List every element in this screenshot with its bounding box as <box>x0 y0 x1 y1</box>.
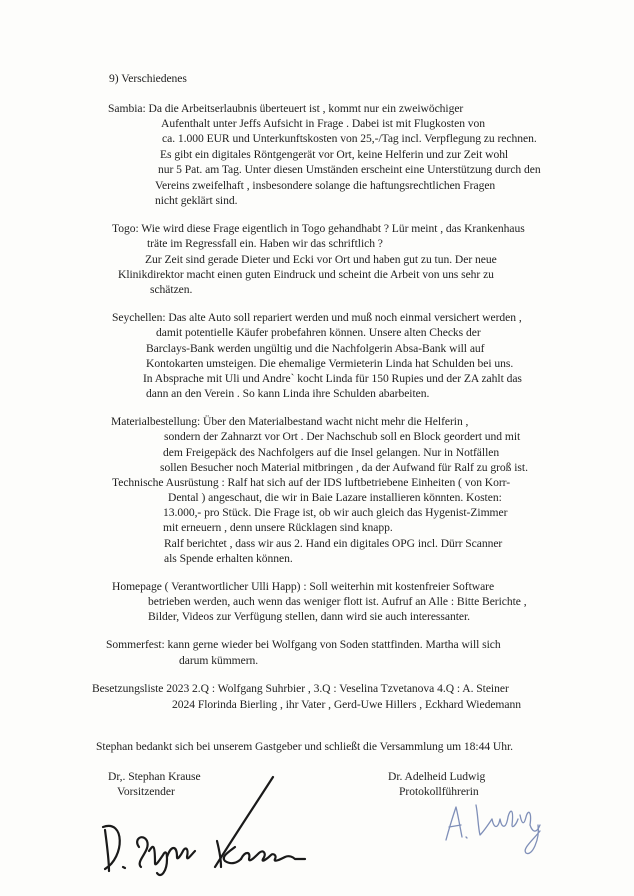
seychellen-line: Barclays-Bank werden ungültig und die Nachfolgerin Absa-Bank will auf <box>146 342 485 355</box>
material-line: dem Freigepäck des Nachfolgers auf die Insel gelangen. Nur in Notfällen <box>163 446 500 459</box>
material-line: sollen Besucher noch Material mitbringen , da der Aufwand für Ralf zu groß ist. <box>160 461 528 474</box>
closing-statement: Stephan bedankt sich bei unserem Gastgeber und schließt die Versammlung um 18:44 Uhr. <box>96 740 514 753</box>
handwritten-signature-left <box>95 775 310 885</box>
togo-line: Zur Zeit sind gerade Dieter und Ecki vor Ort und haben gut zu tun. Der neue <box>145 253 497 266</box>
homepage-line: Homepage ( Verantwortlicher Ulli Happ) : Soll weiterhin mit kostenfreier Software <box>112 580 495 593</box>
sambia-line: nicht geklärt sind. <box>155 194 238 207</box>
section-heading: 9) Verschiedenes <box>109 72 187 85</box>
besetzung-line: 2024 Florinda Bierling , ihr Vater , Gerd-Uwe Hillers , Eckhard Wiedemann <box>172 698 521 711</box>
handwritten-signature-right <box>440 795 550 870</box>
signatory-left-name: Dr,. Stephan Krause <box>108 770 201 783</box>
sambia-line: nur 5 Pat. am Tag. Unter diesen Umständen erscheint eine Unterstützung durch den <box>158 163 541 176</box>
togo-line: Klinikdirektor macht einen guten Eindruck und scheint die Arbeit von uns sehr zu <box>118 268 494 281</box>
material-line: sondern der Zahnarzt vor Ort . Der Nachschub soll en Block geordert und mit <box>164 430 521 443</box>
homepage-line: betrieben werden, auch wenn das weniger flott ist. Aufruf an Alle : Bitte Berichte , <box>148 595 527 608</box>
sommerfest-line: darum kümmern. <box>179 654 259 667</box>
togo-line: Togo: Wie wird diese Frage eigentlich in Togo gehandhabt ? Lür meint , das Krankenhaus <box>112 222 525 235</box>
sommerfest-line: Sommerfest: kann gerne wieder bei Wolfgang von Soden stattfinden. Martha will sich <box>106 638 501 651</box>
signatory-left-role: Vorsitzender <box>117 785 175 798</box>
seychellen-line: dann an den Verein . So kann Linda ihre Schulden abarbeiten. <box>146 387 430 400</box>
material-line: 13.000,- pro Stück. Die Frage ist, ob wir auch gleich das Hygenist-Zimmer <box>163 506 508 519</box>
homepage-line: Bilder, Videos zur Verfügung stellen, dann wird sie auch interessanter. <box>148 610 470 623</box>
seychellen-line: In Absprache mit Uli und Andre` kocht Linda für 150 Rupies und der ZA zahlt das <box>143 372 522 385</box>
seychellen-line: damit potentielle Käufer probefahren können. Unsere alten Checks der <box>156 326 481 339</box>
sambia-line: Vereins zweifelhaft , insbesondere solange die haftungsrechtlichen Fragen <box>155 179 496 192</box>
material-line: Technische Ausrüstung : Ralf hat sich auf der IDS luftbetriebene Einheiten ( von Korr- <box>112 476 511 489</box>
besetzung-line: Besetzungsliste 2023 2.Q : Wolfgang Suhrbier , 3.Q : Veselina Tzvetanova 4.Q : A. Steiner <box>92 682 509 695</box>
togo-line: schätzen. <box>150 283 193 296</box>
seychellen-line: Kontokarten umsteigen. Die ehemalige Vermieterin Linda hat Schulden bei uns. <box>146 357 514 370</box>
material-line: Dental ) angeschaut, die wir in Baie Lazare installieren könnten. Kosten: <box>168 491 502 504</box>
material-line: mit erneuern , denn unsere Rücklagen sind knapp. <box>163 521 393 534</box>
signatory-right-name: Dr. Adelheid Ludwig <box>388 770 486 783</box>
sambia-line: Sambia: Da die Arbeitserlaubnis überteuert ist , kommt nur ein zweiwöchiger <box>108 102 464 115</box>
seychellen-line: Seychellen: Das alte Auto soll repariert werden und muß noch einmal versichert werden , <box>112 311 522 324</box>
signatory-right-role: Protokollführerin <box>399 785 479 798</box>
material-line: Ralf berichtet , dass wir aus 2. Hand ein digitales OPG incl. Dürr Scanner <box>164 537 503 550</box>
sambia-line: ca. 1.000 EUR und Unterkunftskosten von 25,-/Tag incl. Verpflegung zu rechnen. <box>162 132 537 145</box>
togo-line: träte im Regressfall ein. Haben wir das schriftlich ? <box>147 237 383 250</box>
material-line: als Spende erhalten können. <box>164 552 293 565</box>
sambia-line: Es gibt ein digitales Röntgengerät vor Ort, keine Helferin und zur Zeit wohl <box>160 148 509 161</box>
material-line: Materialbestellung: Über den Materialbestand wacht nicht mehr die Helferin , <box>111 415 469 428</box>
sambia-line: Aufenthalt unter Jeffs Aufsicht in Frage . Dabei ist mit Flugkosten von <box>161 117 486 130</box>
